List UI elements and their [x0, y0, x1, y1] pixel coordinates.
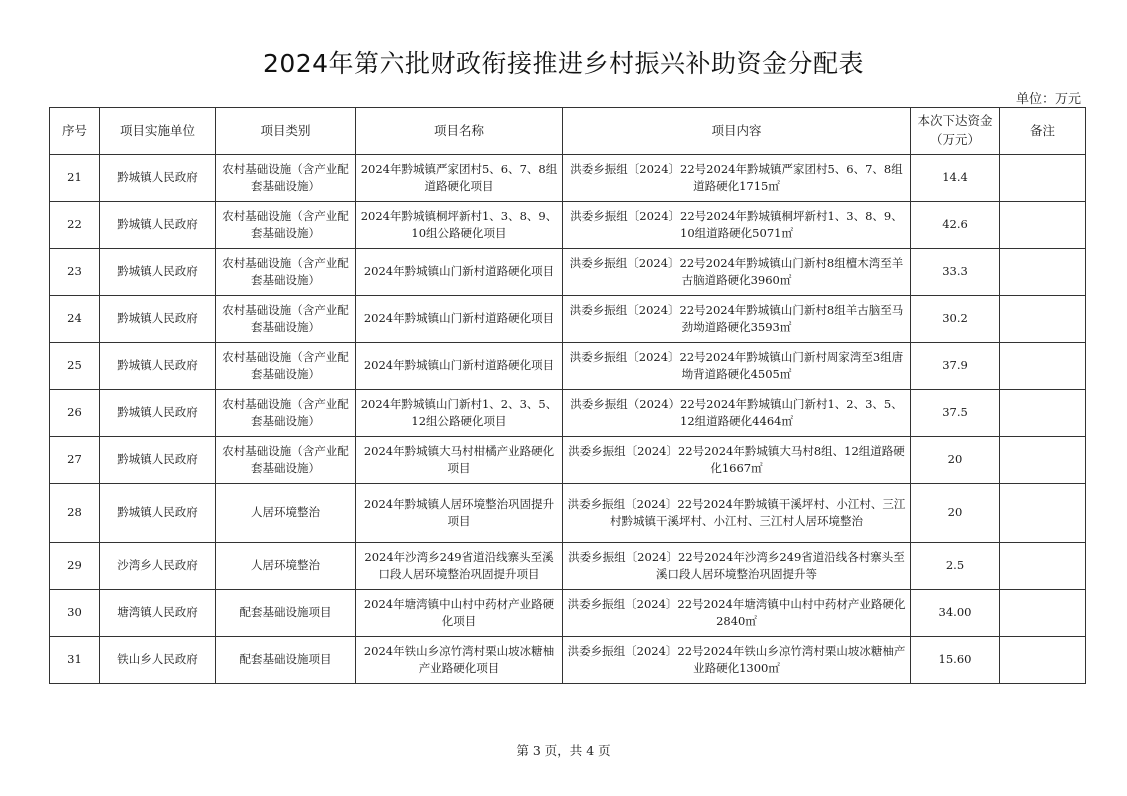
- cell-name: 2024年黔城镇山门新村道路硬化项目: [356, 249, 563, 296]
- header-unit: 项目实施单位: [100, 108, 216, 155]
- cell-note: [1000, 343, 1086, 390]
- cell-amount: 37.5: [911, 390, 1000, 437]
- cell-no: 21: [50, 155, 100, 202]
- cell-name: 2024年黔城镇山门新村道路硬化项目: [356, 343, 563, 390]
- cell-name: 2024年黔城镇桐坪新村1、3、8、9、10组公路硬化项目: [356, 202, 563, 249]
- cell-unit: 黔城镇人民政府: [100, 296, 216, 343]
- cell-note: [1000, 390, 1086, 437]
- cell-content: 洪委乡振组〔2024〕22号2024年沙湾乡249省道沿线各村寨头至溪口段人居环境整治巩固提升等: [563, 543, 911, 590]
- page-number: 第 3 页，共 4 页: [516, 743, 611, 758]
- cell-name: 2024年沙湾乡249省道沿线寨头至溪口段人居环境整治巩固提升项目: [356, 543, 563, 590]
- cell-unit: 黔城镇人民政府: [100, 155, 216, 202]
- header-no: 序号: [50, 108, 100, 155]
- cell-amount: 30.2: [911, 296, 1000, 343]
- table-row: [50, 637, 1086, 684]
- cell-category: 农村基础设施（含产业配套基础设施）: [216, 296, 356, 343]
- cell-content: 洪委乡振组〔2024〕22号2024年黔城镇桐坪新村1、3、8、9、10组道路硬化5071㎡: [563, 202, 911, 249]
- cell-name: 2024年黔城镇山门新村道路硬化项目: [356, 296, 563, 343]
- cell-category: 配套基础设施项目: [216, 637, 356, 684]
- cell-name: 2024年黔城镇人居环境整治巩固提升项目: [356, 484, 563, 543]
- cell-unit: 黔城镇人民政府: [100, 249, 216, 296]
- header-category: 项目类别: [216, 108, 356, 155]
- cell-amount: 2.5: [911, 543, 1000, 590]
- table-row: [50, 484, 1086, 543]
- table-row: [50, 296, 1086, 343]
- cell-no: 22: [50, 202, 100, 249]
- cell-note: [1000, 437, 1086, 484]
- header-name: 项目名称: [356, 108, 563, 155]
- cell-name: 2024年黔城镇大马村柑橘产业路硬化项目: [356, 437, 563, 484]
- cell-note: [1000, 202, 1086, 249]
- cell-category: 配套基础设施项目: [216, 590, 356, 637]
- table-row: [50, 343, 1086, 390]
- header-content: 项目内容: [563, 108, 911, 155]
- cell-no: 25: [50, 343, 100, 390]
- cell-unit: 黔城镇人民政府: [100, 484, 216, 543]
- cell-note: [1000, 155, 1086, 202]
- cell-unit: 黔城镇人民政府: [100, 343, 216, 390]
- cell-unit: 沙湾乡人民政府: [100, 543, 216, 590]
- cell-note: [1000, 249, 1086, 296]
- cell-name: 2024年黔城镇严家团村5、6、7、8组道路硬化项目: [356, 155, 563, 202]
- allocation-table: [49, 107, 1086, 684]
- cell-amount: 14.4: [911, 155, 1000, 202]
- cell-amount: 34.00: [911, 590, 1000, 637]
- cell-no: 29: [50, 543, 100, 590]
- document-title: 2024年第六批财政衔接推进乡村振兴补助资金分配表: [262, 49, 865, 78]
- cell-no: 28: [50, 484, 100, 543]
- header-amount: 本次下达资金（万元）: [911, 108, 1000, 155]
- cell-note: [1000, 296, 1086, 343]
- cell-amount: 20: [911, 484, 1000, 543]
- cell-content: 洪委乡振组〔2024〕22号2024年黔城镇大马村8组、12组道路硬化1667㎡: [563, 437, 911, 484]
- cell-unit: 黔城镇人民政府: [100, 437, 216, 484]
- cell-unit: 黔城镇人民政府: [100, 390, 216, 437]
- cell-content: 洪委乡振组（2024）22号2024年黔城镇山门新村1、2、3、5、12组道路硬化4464㎡: [563, 390, 911, 437]
- cell-note: [1000, 484, 1086, 543]
- cell-name: 2024年铁山乡凉竹湾村栗山坡冰糖柚产业路硬化项目: [356, 637, 563, 684]
- cell-no: 26: [50, 390, 100, 437]
- cell-category: 农村基础设施（含产业配套基础设施）: [216, 249, 356, 296]
- cell-no: 24: [50, 296, 100, 343]
- cell-content: 洪委乡振组〔2024〕22号2024年铁山乡凉竹湾村栗山坡冰糖柚产业路硬化1300㎡: [563, 637, 911, 684]
- cell-unit: 黔城镇人民政府: [100, 202, 216, 249]
- cell-category: 人居环境整治: [216, 543, 356, 590]
- table-row: [50, 437, 1086, 484]
- cell-category: 农村基础设施（含产业配套基础设施）: [216, 155, 356, 202]
- table-header-row: [50, 108, 1086, 155]
- cell-content: 洪委乡振组〔2024〕22号2024年黔城镇山门新村周家湾至3组唐坳背道路硬化4505㎡: [563, 343, 911, 390]
- cell-note: [1000, 590, 1086, 637]
- cell-category: 农村基础设施（含产业配套基础设施）: [216, 343, 356, 390]
- cell-no: 23: [50, 249, 100, 296]
- cell-amount: 15.60: [911, 637, 1000, 684]
- cell-amount: 20: [911, 437, 1000, 484]
- cell-amount: 37.9: [911, 343, 1000, 390]
- cell-unit: 塘湾镇人民政府: [100, 590, 216, 637]
- cell-category: 人居环境整治: [216, 484, 356, 543]
- cell-content: 洪委乡振组〔2024〕22号2024年塘湾镇中山村中药材产业路硬化2840㎡: [563, 590, 911, 637]
- cell-name: 2024年塘湾镇中山村中药材产业路硬化项目: [356, 590, 563, 637]
- cell-unit: 铁山乡人民政府: [100, 637, 216, 684]
- table-row: [50, 543, 1086, 590]
- cell-no: 30: [50, 590, 100, 637]
- cell-content: 洪委乡振组〔2024〕22号2024年黔城镇山门新村8组檀木湾至羊古脑道路硬化3960㎡: [563, 249, 911, 296]
- unit-label: 单位：万元: [1015, 92, 1081, 107]
- cell-content: 洪委乡振组〔2024〕22号2024年黔城镇干溪坪村、小江村、三江村黔城镇干溪坪村、小江村、三江村人居环境整治: [563, 484, 911, 543]
- cell-category: 农村基础设施（含产业配套基础设施）: [216, 437, 356, 484]
- cell-name: 2024年黔城镇山门新村1、2、3、5、12组公路硬化项目: [356, 390, 563, 437]
- cell-amount: 42.6: [911, 202, 1000, 249]
- table-row: [50, 390, 1086, 437]
- table-row: [50, 249, 1086, 296]
- header-note: 备注: [1000, 108, 1086, 155]
- table-row: [50, 590, 1086, 637]
- cell-no: 27: [50, 437, 100, 484]
- table-row: [50, 202, 1086, 249]
- cell-no: 31: [50, 637, 100, 684]
- table-row: [50, 155, 1086, 202]
- cell-content: 洪委乡振组〔2024〕22号2024年黔城镇山门新村8组羊古脑至马劲坳道路硬化3593㎡: [563, 296, 911, 343]
- cell-note: [1000, 637, 1086, 684]
- cell-amount: 33.3: [911, 249, 1000, 296]
- cell-category: 农村基础设施（含产业配套基础设施）: [216, 202, 356, 249]
- cell-note: [1000, 543, 1086, 590]
- cell-category: 农村基础设施（含产业配套基础设施）: [216, 390, 356, 437]
- cell-content: 洪委乡振组〔2024〕22号2024年黔城镇严家团村5、6、7、8组道路硬化1715㎡: [563, 155, 911, 202]
